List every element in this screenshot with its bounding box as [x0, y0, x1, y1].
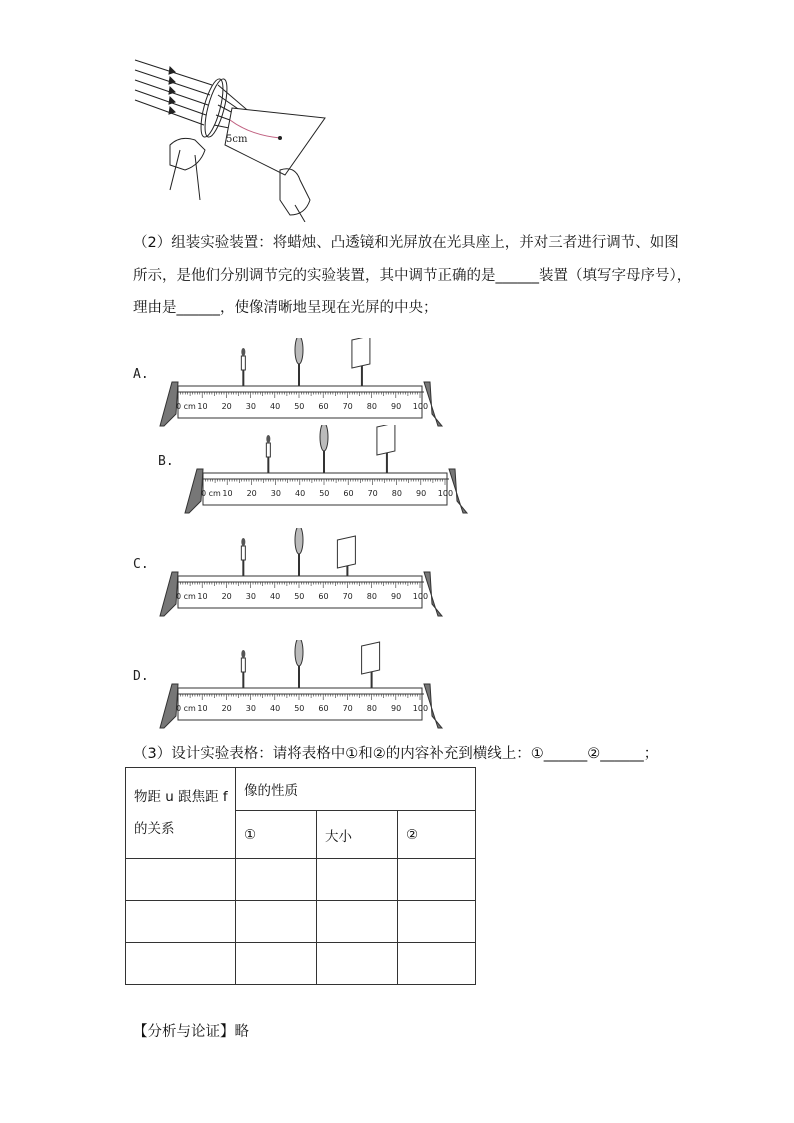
light-screen: [352, 338, 370, 368]
table-row: [126, 901, 476, 943]
ruler-tick-label: 90: [391, 704, 402, 713]
ruler-tick-label: 30: [245, 592, 256, 601]
ruler-tick-label: 10: [197, 592, 208, 601]
table-sub2: 大小: [317, 811, 398, 859]
ruler-tick-label: 70: [342, 592, 353, 601]
ruler-tick-label: 90: [391, 592, 402, 601]
focal-distance-label: 5cm: [226, 134, 248, 145]
ruler-tick-label: 70: [342, 402, 353, 411]
table-cell[interactable]: [398, 901, 476, 943]
table-cell[interactable]: [317, 901, 398, 943]
optical-bench-figure: [155, 425, 475, 515]
ruler-tick-label: 10: [222, 489, 233, 498]
table-cell[interactable]: [236, 943, 317, 985]
table-cell[interactable]: [126, 859, 236, 901]
table-row: [126, 859, 476, 901]
ruler-tick-label: 60: [343, 489, 354, 498]
table-cell[interactable]: [317, 943, 398, 985]
table-sub1: ①: [236, 811, 317, 859]
ruler-unit-label: 0 cm: [176, 402, 196, 411]
ruler-tick-label: 10: [197, 704, 208, 713]
table-cell[interactable]: [236, 859, 317, 901]
ruler-tick-label: 100: [437, 489, 454, 498]
table-cell[interactable]: [398, 943, 476, 985]
ruler-tick-label: 80: [391, 489, 402, 498]
table-row: [126, 943, 476, 985]
candle-flame: [266, 435, 270, 443]
candle-flame: [241, 348, 245, 356]
convex-lens: [295, 338, 303, 364]
candle: [241, 356, 245, 370]
ruler-tick-label: 10: [197, 402, 208, 411]
table-cell[interactable]: [317, 859, 398, 901]
ruler-tick-label: 30: [270, 489, 281, 498]
question2-line1: （2）组装实验装置：将蜡烛、凸透镜和光屏放在光具座上，并对三者进行调节、如图: [133, 235, 679, 251]
table-cell[interactable]: [236, 901, 317, 943]
light-screen: [362, 642, 380, 674]
candle-flame: [241, 538, 245, 546]
ruler-tick-label: 70: [367, 489, 378, 498]
ruler-tick-label: 40: [270, 402, 281, 411]
ruler-tick-label: 70: [342, 704, 353, 713]
ruler-tick-label: 50: [294, 592, 305, 601]
table-cell[interactable]: [398, 859, 476, 901]
candle-flame: [241, 650, 245, 658]
candle: [241, 546, 245, 560]
ruler-tick-label: 80: [366, 592, 377, 601]
option-label: A.: [133, 367, 149, 382]
ruler-tick-label: 50: [294, 402, 305, 411]
ruler-tick-label: 80: [366, 402, 377, 411]
ruler-tick-label: 20: [221, 402, 232, 411]
option-label: D.: [133, 669, 149, 684]
lens-focusing-figure: [130, 50, 350, 222]
ruler-tick-label: 90: [416, 489, 427, 498]
ruler-unit-label: 0 cm: [176, 704, 196, 713]
ruler-tick-label: 50: [294, 704, 305, 713]
ruler-tick-label: 80: [366, 704, 377, 713]
table-cell[interactable]: [126, 943, 236, 985]
ruler-tick-label: 60: [318, 592, 329, 601]
question3-text: （3）设计实验表格：请将表格中①和②的内容补充到横线上：①______②______；: [133, 746, 659, 762]
ruler-tick-label: 100: [412, 704, 429, 713]
table-cell[interactable]: [126, 901, 236, 943]
ruler-tick-label: 20: [246, 489, 257, 498]
ruler-tick-label: 100: [412, 402, 429, 411]
optical-bench-figure: [130, 640, 450, 730]
optical-bench-figure: [130, 338, 450, 428]
convex-lens: [320, 425, 328, 451]
question2-line2: 所示，是他们分别调节完的实验装置，其中调节正确的是______装置（填写字母序号），: [133, 268, 692, 284]
question2-line3: 理由是______，使像清晰地呈现在光屏的中央；: [133, 300, 438, 316]
optical-bench-figure: [130, 528, 450, 618]
light-screen: [377, 425, 395, 455]
candle: [266, 443, 270, 457]
rowlabel-line2: 的关系: [134, 821, 175, 837]
ruler-tick-label: 40: [270, 592, 281, 601]
analysis-footer: 【分析与论证】略: [133, 1024, 249, 1040]
experiment-table: [125, 767, 476, 985]
ruler-tick-label: 60: [318, 704, 329, 713]
ruler-tick-label: 40: [295, 489, 306, 498]
light-screen: [337, 536, 355, 568]
convex-lens: [295, 528, 303, 554]
ruler-tick-label: 60: [318, 402, 329, 411]
ruler-tick-label: 20: [221, 704, 232, 713]
option-label: B.: [158, 454, 174, 469]
ruler-unit-label: 0 cm: [201, 489, 221, 498]
ruler-unit-label: 0 cm: [176, 592, 196, 601]
ruler-tick-label: 20: [221, 592, 232, 601]
ruler-tick-label: 30: [245, 402, 256, 411]
ruler-tick-label: 40: [270, 704, 281, 713]
table-sub3: ②: [398, 811, 476, 859]
ruler-tick-label: 30: [245, 704, 256, 713]
candle: [241, 658, 245, 672]
convex-lens: [295, 640, 303, 666]
ruler-tick-label: 100: [412, 592, 429, 601]
table-rowlabel-header: [126, 768, 236, 859]
ruler-tick-label: 50: [319, 489, 330, 498]
ruler-tick-label: 90: [391, 402, 402, 411]
table-group-header: 像的性质: [236, 768, 476, 811]
option-label: C.: [133, 557, 149, 572]
rowlabel-line1: 物距 u 跟焦距 f: [134, 789, 228, 805]
